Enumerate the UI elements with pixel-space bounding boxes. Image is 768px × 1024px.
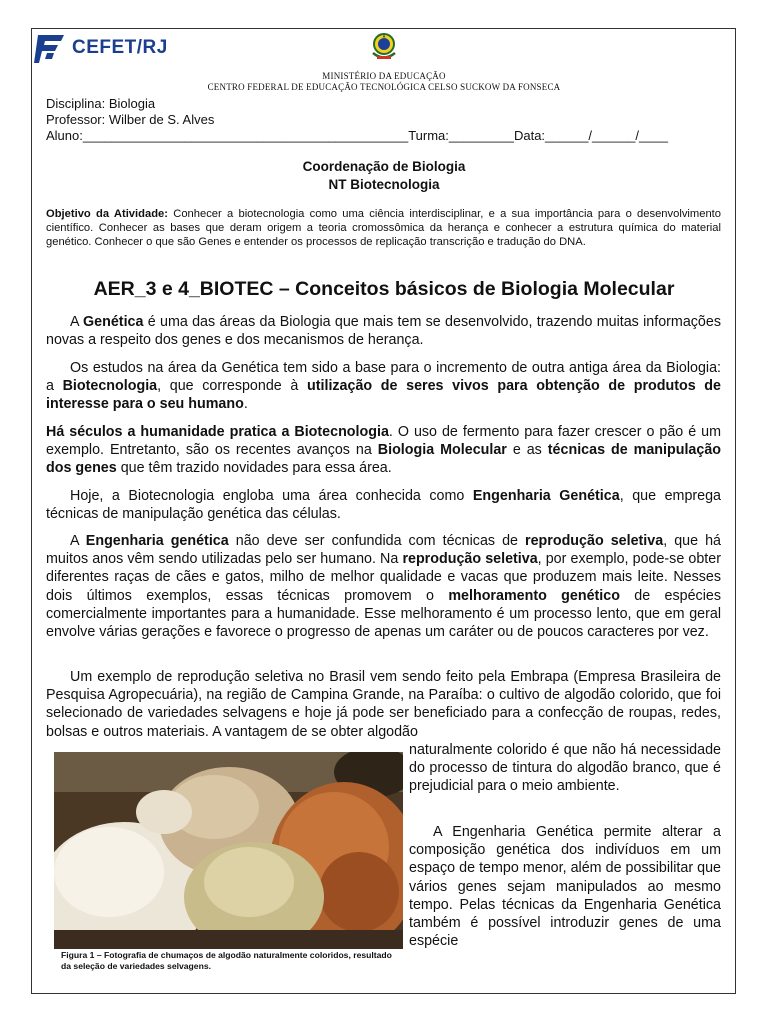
ministry-line: MINISTÉRIO DA EDUCAÇÃO: [322, 71, 446, 81]
disciplina-field: Disciplina: Biologia: [46, 96, 156, 111]
cotton-photo: [54, 752, 403, 949]
paragraph-7: A Engenharia Genética permite alterar a composição genética dos indivíduos em um espaço de tempo menor, além de possibilitar que vários genes sejam manipulados ao mesmo tempo. Pelas técnicas da Engenharia Genética também é possível introduzir genes de uma espécie: [409, 824, 721, 950]
paragraph-6: Um exemplo de reprodução seletiva no Brasil vem sendo feito pela Embrapa (Empresa Brasileira de Pesquisa Agropecuária), na região de Campina Grande, na Paraíba: o cultivo de algodão colorido, que foi selecionado de variedades selvagens e hoje já pode ser beneficiado para a confecção de roupas, redes, bolsas e outros materiais. A vantagem de se obter algodão: [46, 669, 721, 740]
paragraph-4: Hoje, a Biotecnologia engloba uma área conhecida como Engenharia Genética, que emprega técnicas de manipulação genética das células.: [46, 488, 722, 523]
paragraph-6-continued: naturalmente colorido é que não há necessidade do processo de tintura do algodão branco, que é prejudicial para o meio ambiente.: [409, 742, 721, 795]
activity-objective: [46, 208, 721, 249]
aluno-turma-data-line: Aluno:_____________________________________________Turma:_________Data:______/______/____: [46, 128, 668, 143]
figure-caption: Figura 1 – Fotografia de chumaços de algodão naturalmente coloridos, resultado da seleção de variedades selvagens.: [61, 950, 392, 971]
page-title: AER_3 e 4_BIOTEC – Conceitos básicos de Biologia Molecular: [93, 278, 675, 300]
paragraph-3: Há séculos a humanidade pratica a Biotecnologia. O uso de fermento para fazer crescer o pão é um exemplo. Entretanto, são os recentes avanços na Biologia Molecular e as técnicas de manipulação dos genes que têm trazido novidades para essa área.: [46, 424, 722, 477]
logo-text: CEFET/RJ: [72, 37, 168, 58]
paragraph-5: A Engenharia genética não deve ser confundida com técnicas de reprodução seletiva, que há muitos anos vêm sendo utilizadas pelo ser humano. Na reprodução seletiva, por exemplo, pode-se obter diferentes raças de cães e gatos, milho de melhor qualidade e vacas que produzem mais leite. Nesses dois últimos exemplos, essas técnicas promovem o melhoramento genético de espécies comercialmente importantes para a humanidade. Esse melhoramento é um processo lento, que em geral envolve várias gerações e favorece o progresso de apenas um caráter ou de poucos caracteres por vez.: [46, 533, 721, 641]
paragraph-2: Os estudos na área da Genética tem sido a base para o incremento de outra antiga área da Biologia: a Biotecnologia, que corresponde à utilização de seres vivos para obtenção de produtos de interesse para o seu humano.: [46, 360, 721, 413]
institution-line: CENTRO FEDERAL DE EDUCAÇÃO TECNOLÓGICA CELSO SUCKOW DA FONSECA: [207, 82, 561, 92]
objective-label: Objetivo da Atividade:: [46, 208, 168, 220]
objective-text: Conhecer a biotecnologia como uma ciência interdisciplinar, e a sua importância para o desenvolvimento científico. Conhecer as bases que deram origem a teoria cromossômica da herança e conhecer a estrutura química do material genético. Conhecer o que são Genes e entender os processos de replicação transcrição e tradução do DNA.: [46, 208, 721, 248]
paragraph-1: A Genética é uma das áreas da Biologia que mais tem se desenvolvido, trazendo muitas informações novas a respeito dos genes e dos mecanismos de herança.: [46, 314, 721, 349]
cefet-logo-icon: [34, 31, 68, 65]
coordination-title: Coordenação de Biologia: [302, 159, 466, 174]
professor-field: Professor: Wilber de S. Alves: [46, 112, 215, 127]
brasil-coat-of-arms-icon: [370, 31, 398, 63]
course-subtitle: NT Biotecnologia: [328, 177, 440, 192]
cefet-logo: [34, 30, 168, 66]
